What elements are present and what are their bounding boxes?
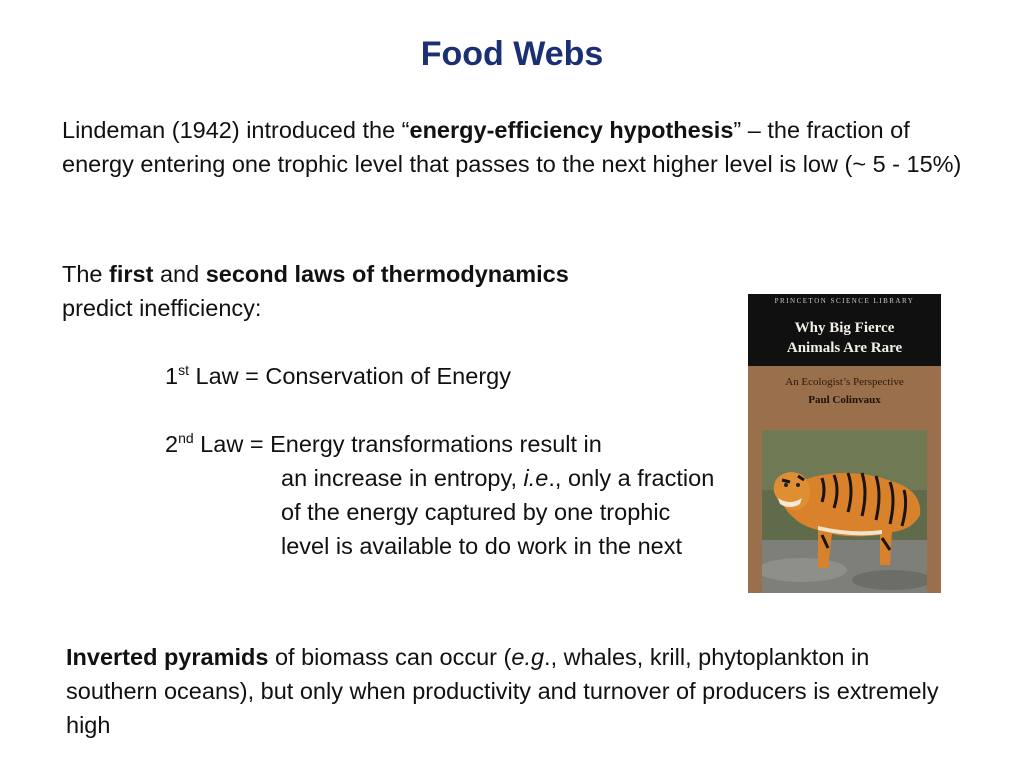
- law2-cont-ital: i.e: [523, 465, 549, 491]
- p2-second-laws: second laws of thermodynamics: [205, 261, 569, 287]
- p1-text-start: Lindeman (1942) introduced the “: [62, 117, 410, 143]
- second-law: [165, 427, 725, 461]
- law2-num: 2: [165, 431, 179, 457]
- law2-sup: nd: [178, 430, 194, 446]
- p2-text-2: and: [153, 261, 206, 287]
- law2-text: Law = Energy transformations result in: [193, 431, 602, 457]
- book-title-line1: Why Big Fierce: [794, 320, 895, 336]
- lindeman-paragraph: [62, 113, 982, 181]
- second-law-continuation: [281, 461, 721, 563]
- law1-sup: st: [178, 362, 189, 378]
- p3-post: ., whales, krill, phytoplankton in southern oceans), but only when productivity and turnover of producers is extremely high: [66, 644, 939, 738]
- book-author: Paul Colinvaux: [808, 394, 881, 406]
- law2-cont-pre: an increase in entropy,: [281, 465, 524, 491]
- p1-hypothesis: energy-efficiency hypothesis: [409, 117, 734, 143]
- p2-first: first: [109, 261, 154, 287]
- book-subtitle: An Ecologist’s Perspective: [785, 376, 904, 388]
- p3-pre: of biomass can occur (: [268, 644, 512, 670]
- law1-num: 1: [165, 363, 179, 389]
- p3-bold: Inverted pyramids: [66, 644, 269, 670]
- p1-text-end: ” – the fraction of energy entering one trophic level that passes to the next higher level is low (~ 5 - 15%): [62, 117, 962, 177]
- book-series: PRINCETON SCIENCE LIBRARY: [774, 297, 915, 305]
- p3-ital: e.g: [511, 644, 545, 670]
- first-law: [165, 359, 685, 393]
- p2-text-1: The: [62, 261, 110, 287]
- inverted-pyramids-paragraph: [66, 640, 966, 742]
- book-cover-image: [748, 294, 941, 593]
- book-title: [748, 318, 941, 358]
- law1-text: Law = Conservation of Energy: [188, 363, 511, 389]
- book-cover-header: [748, 294, 941, 366]
- slide-title: Food Webs: [420, 35, 604, 73]
- tiger-photo: [762, 430, 927, 593]
- law2-cont-post: ., only a fraction of the energy captured by one trophic level is available to do work in the next: [281, 465, 715, 559]
- thermodynamics-paragraph: [62, 257, 722, 325]
- book-title-line2: Animals Are Rare: [786, 340, 903, 356]
- p2-text-3: predict inefficiency:: [62, 295, 262, 321]
